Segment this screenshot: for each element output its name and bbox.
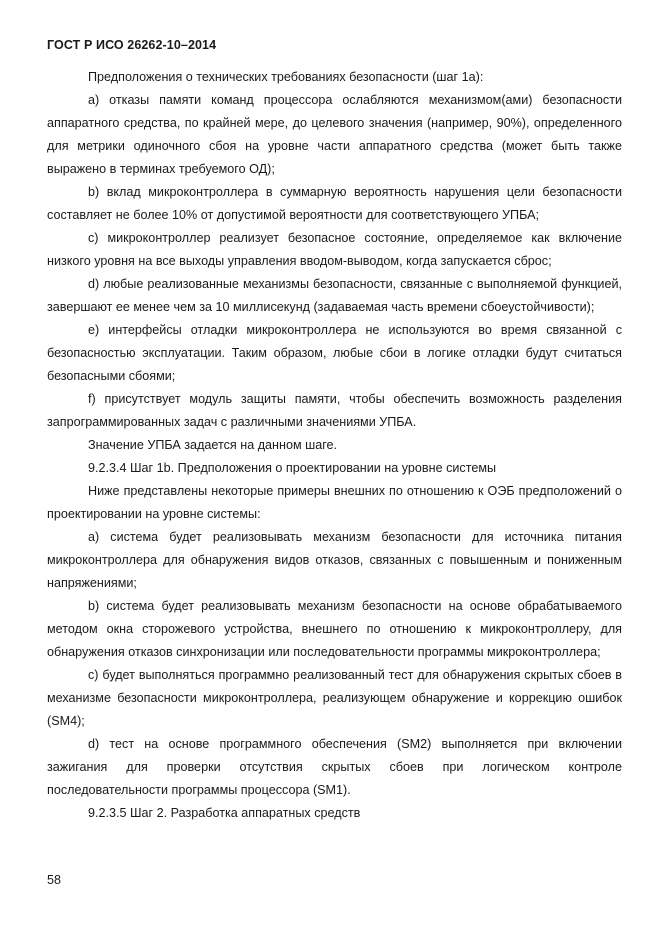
paragraph-upba-note: Значение УПБА задается на данном шаге. <box>88 438 338 452</box>
paragraph-item-d: d) любые реализованные механизмы безопасности, связанные с выполняемой функцией, завершают ее менее чем за 10 миллисекунд (задаваемая часть времени сбоеустойчивости); <box>47 277 622 314</box>
page-number: 58 <box>47 873 62 887</box>
paragraph-system-item-b: b) система будет реализовывать механизм безопасности на основе обрабатываемого методом окна сторожевого устройства, внешнего по отношению к микроконтроллеру, для обнаружения отказов синхронизации или последовательности программы микроконтроллера; <box>47 599 622 659</box>
paragraph-item-f: f) присутствует модуль защиты памяти, чтобы обеспечить возможность разделения запрограммированных задач с различными значениями УПБА. <box>47 392 622 429</box>
page-body <box>47 66 622 825</box>
paragraph-assumptions-intro: Предположения о технических требованиях безопасности (шаг 1a): <box>88 70 484 84</box>
paragraph-system-intro: Ниже представлены некоторые примеры внешних по отношению к ОЭБ предположений о проектировании на уровне системы: <box>47 484 622 521</box>
document-header: ГОСТ Р ИСО 26262-10–2014 <box>47 38 217 52</box>
paragraph-system-item-d: d) тест на основе программного обеспечения (SM2) выполняется при включении зажигания для проверки отсутствия скрытых сбоев при логическом контроле последовательности программы процессора (SM1). <box>47 737 622 797</box>
paragraph-item-e: e) интерфейсы отладки микроконтроллера не используются во время связанной с безопасностью эксплуатации. Таким образом, любые сбои в логике отладки будут считаться безопасными сбоями; <box>47 323 622 383</box>
paragraph-item-c: c) микроконтроллер реализует безопасное состояние, определяемое как включение низкого уровня на все выходы управления вводом-выводом, когда запускается сброс; <box>47 231 622 268</box>
section-heading-9-2-3-4: 9.2.3.4 Шаг 1b. Предположения о проектировании на уровне системы <box>88 461 497 475</box>
paragraph-system-item-c: c) будет выполняться программно реализованный тест для обнаружения скрытых сбоев в механизме безопасности микроконтроллера, реализующем обнаружение и коррекцию ошибок (SM4); <box>47 668 622 728</box>
paragraph-item-b: b) вклад микроконтроллера в суммарную вероятность нарушения цели безопасности составляет не более 10% от допустимой вероятности для соответствующего УПБА; <box>47 185 622 222</box>
paragraph-system-item-a: a) система будет реализовывать механизм безопасности для источника питания микроконтроллера для обнаружения видов отказов, связанных с повышенным и пониженным напряжениями; <box>47 530 622 590</box>
section-heading-9-2-3-5: 9.2.3.5 Шаг 2. Разработка аппаратных средств <box>88 806 361 820</box>
paragraph-item-a: а) отказы памяти команд процессора ослабляются механизмом(ами) безопасности аппаратного средства, по крайней мере, до целевого значения (например, 90%), определенного для метрики одиночного сбоя на уровне части аппаратного средства (может быть также выражено в терминах требуемого ОД); <box>47 93 622 176</box>
